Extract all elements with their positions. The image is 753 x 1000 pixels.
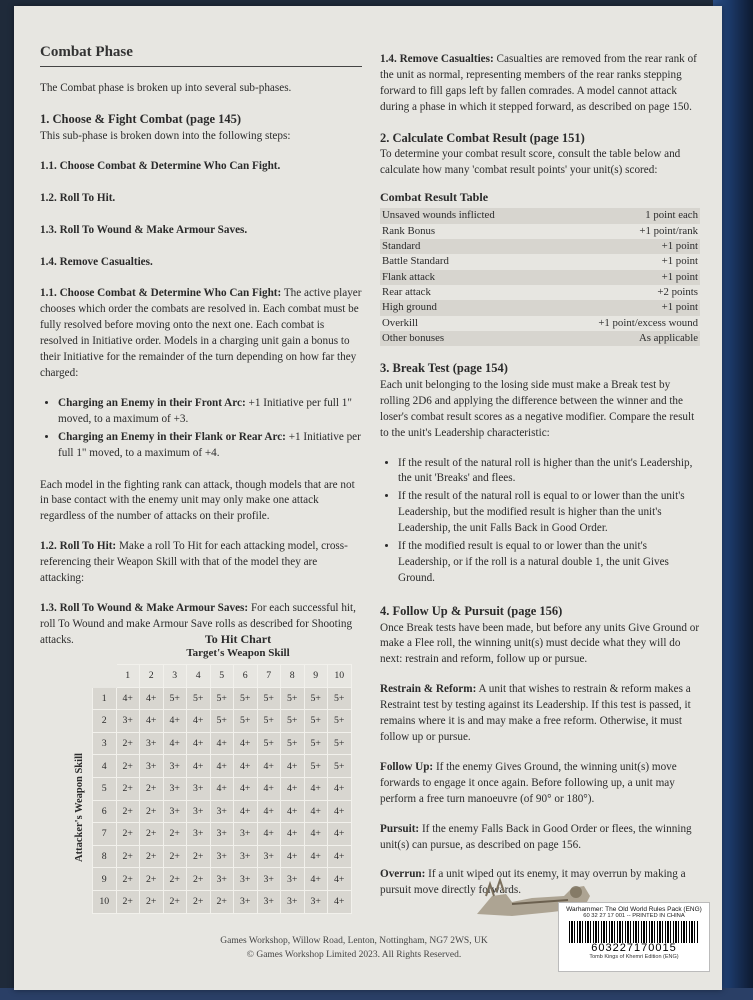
table-cell: 3+ (187, 823, 211, 846)
table-cell: 2+ (140, 845, 164, 868)
table-row (380, 316, 700, 331)
table-cell: 2+ (116, 823, 140, 846)
table-cell: 2+ (163, 845, 187, 868)
table-cell: 4+ (140, 710, 164, 733)
to-hit-chart (70, 632, 370, 908)
barcode-bars (569, 921, 699, 943)
table-cell: 2+ (163, 823, 187, 846)
table-cell: 3+ (257, 868, 281, 891)
table-corner (93, 665, 117, 688)
table-cell-value: +1 point (550, 270, 701, 285)
table-row (380, 285, 700, 300)
table-cell: 2+ (163, 890, 187, 913)
table-cell: 4+ (328, 777, 352, 800)
hit-table (92, 664, 352, 914)
table-cell: 2+ (116, 800, 140, 823)
table-cell: 3+ (140, 755, 164, 778)
table-cell-label: Other bonuses (380, 331, 550, 346)
intro-text: The Combat phase is broken up into several sub-phases. (40, 82, 292, 95)
table-cell-label: Rank Bonus (382, 224, 436, 237)
step-1-2: 1.2. Roll To Hit. (40, 191, 116, 204)
table-cell: 4+ (210, 755, 234, 778)
column-header: 10 (328, 665, 352, 688)
table-cell-value: +1 point (661, 255, 698, 268)
table-row (380, 208, 700, 223)
row-header: 6 (93, 800, 117, 823)
table-row (93, 800, 352, 823)
table-cell: 4+ (304, 800, 328, 823)
table-cell: 3+ (163, 755, 187, 778)
follow-up-text: Once Break tests have been made, but before any units Give Ground or make a Flee roll, the winning unit(s) must decide what they will do next: restrain and reform, follow up or pursue. (380, 621, 700, 666)
barcode-product-name: Warhammer: The Old World Rules Pack (ENG) (566, 906, 702, 913)
charge-bonus-list (40, 396, 362, 462)
table-cell: 5+ (234, 710, 258, 733)
table-cell: 4+ (210, 732, 234, 755)
table-cell: 3+ (257, 845, 281, 868)
table-cell: 2+ (140, 868, 164, 891)
table-row (93, 687, 352, 710)
table-cell: 3+ (163, 800, 187, 823)
table-row (93, 755, 352, 778)
table-cell: 5+ (281, 732, 305, 755)
table-row (93, 868, 352, 891)
table-row (93, 710, 352, 733)
table-cell: 4+ (163, 710, 187, 733)
barcode-edition: Tomb Kings of Khemri Edition (ENG) (589, 954, 679, 960)
table-cell: 3+ (304, 890, 328, 913)
table-cell: 3+ (210, 845, 234, 868)
table-cell: 4+ (140, 687, 164, 710)
table-cell: 2+ (116, 868, 140, 891)
row-header: 1 (93, 687, 117, 710)
table-cell: 2+ (187, 890, 211, 913)
table-cell: 4+ (281, 845, 305, 868)
list-item: • Charging an Enemy in their Front Arc: +1 Initiative per full 1" moved, to a maximum of +3. (58, 396, 362, 428)
heading-follow-up: 4. Follow Up & Pursuit (page 156) (380, 603, 563, 618)
para-remove-casualties: 1.4. Remove Casualties: Casualties are removed from the rear rank of the unit as normal, representing members of the rear ranks stepping forward to fill gaps left by fallen comrades. A model cannot attack during a phase in which it stepped forward, as described on page 150. (380, 53, 697, 113)
table-cell: 4+ (210, 777, 234, 800)
table-cell: 4+ (304, 823, 328, 846)
table-cell: 5+ (257, 732, 281, 755)
footer (204, 934, 504, 963)
table-cell: 4+ (234, 800, 258, 823)
table-cell: 3+ (140, 732, 164, 755)
table-cell: 4+ (234, 755, 258, 778)
table-cell-value: As applicable (550, 331, 701, 346)
row-header: 8 (93, 845, 117, 868)
table-row (380, 331, 700, 346)
footer-address: Games Workshop, Willow Road, Lenton, Nottingham, NG7 2WS, UK (220, 936, 488, 946)
column-header: 6 (234, 665, 258, 688)
column-header: 4 (187, 665, 211, 688)
chart-title: To Hit Chart (204, 632, 272, 646)
column-header: 1 (116, 665, 140, 688)
row-axis-label: Attacker's Weapon Skill (74, 753, 85, 863)
table-cell: 4+ (304, 868, 328, 891)
column-header: 8 (281, 665, 305, 688)
chart-subtitle: Target's Weapon Skill (186, 647, 290, 659)
table-cell-label: Flank attack (380, 270, 550, 285)
table-cell-value: +1 point/excess wound (598, 316, 698, 329)
list-item: • If the result of the natural roll is equal to or lower than the unit's Leadership, but the modified result is higher than the unit's Leadership, the unit Falls Back in Good Order. (398, 489, 700, 537)
table-cell: 4+ (187, 732, 211, 755)
para-follow-up: Follow Up: If the enemy Gives Ground, the winning unit(s) move forwards to engage it once again. Before following up, a unit may perform a free turn manoeuvre (of 90° or 180°). (380, 760, 677, 805)
table-cell: 2+ (116, 755, 140, 778)
row-header: 4 (93, 755, 117, 778)
table-cell: 2+ (187, 845, 211, 868)
table-cell: 5+ (328, 687, 352, 710)
table-cell: 2+ (116, 890, 140, 913)
table-cell: 5+ (328, 710, 352, 733)
table-cell-value: +2 points (657, 285, 698, 298)
step-1-4: 1.4. Remove Casualties. (40, 255, 153, 268)
row-header: 2 (93, 710, 117, 733)
table-cell: 3+ (187, 800, 211, 823)
table-row (93, 777, 352, 800)
footer-copyright: © Games Workshop Limited 2023. All Rights Reserved. (246, 950, 462, 961)
heading-break-test: 3. Break Test (page 154) (380, 361, 508, 376)
step-1-1: 1.1. Choose Combat & Determine Who Can Fight. (40, 159, 281, 172)
table-row (93, 732, 352, 755)
table-cell-label: High ground (380, 300, 550, 315)
table-cell: 5+ (304, 710, 328, 733)
combat-result-text: To determine your combat result score, consult the table below and calculate how many 'combat result points' your unit(s) scored: (380, 148, 681, 177)
barcode-number: 603227170015 (591, 942, 677, 954)
table-cell: 3+ (187, 777, 211, 800)
table-cell: 4+ (163, 732, 187, 755)
table-cell: 5+ (257, 710, 281, 733)
table-cell: 5+ (187, 687, 211, 710)
table-row (380, 270, 700, 285)
barcode-label (558, 902, 710, 972)
table-cell: 5+ (281, 710, 305, 733)
table-cell: 4+ (328, 800, 352, 823)
table-cell: 4+ (116, 687, 140, 710)
combat-result-table (380, 208, 700, 346)
table-cell: 4+ (281, 755, 305, 778)
left-column (40, 42, 362, 649)
table-cell: 5+ (304, 732, 328, 755)
table-cell: 4+ (328, 868, 352, 891)
list-item: • If the result of the natural roll is higher than the unit's Leadership, the unit 'Breaks' and flees. (398, 456, 700, 488)
table-row (93, 890, 352, 913)
table-cell: 5+ (281, 687, 305, 710)
table-cell: 2+ (140, 800, 164, 823)
table-cell: 4+ (304, 777, 328, 800)
para-restrain-reform: Restrain & Reform: A unit that wishes to restrain & reform makes a Restraint test by testing against its Leadership. If this test is passed, it remains where it is and may make a free reform. Otherwise, it must follow up or pursue. (380, 683, 691, 743)
table-cell: 4+ (257, 755, 281, 778)
table-cell: 3+ (234, 823, 258, 846)
table-cell: 5+ (304, 687, 328, 710)
table-cell: 3+ (281, 890, 305, 913)
table-cell: 3+ (281, 868, 305, 891)
page-title: Combat Phase (40, 42, 362, 67)
table-header-row (93, 665, 352, 688)
table-cell-label: Overkill (382, 316, 418, 329)
heading-choose-fight-sub: This sub-phase is broken down into the following steps: (40, 129, 291, 142)
table-cell: 5+ (304, 755, 328, 778)
table-row (380, 300, 700, 315)
table-cell-value: +1 point (550, 300, 701, 315)
table-cell: 3+ (116, 710, 140, 733)
table-cell: 4+ (257, 823, 281, 846)
table-cell: 5+ (234, 687, 258, 710)
table-cell: 3+ (234, 845, 258, 868)
combat-result-table-title: Combat Result Table (380, 190, 489, 205)
table-cell: 3+ (210, 868, 234, 891)
row-header: 10 (93, 890, 117, 913)
table-cell: 2+ (140, 777, 164, 800)
table-cell: 4+ (187, 710, 211, 733)
row-header: 7 (93, 823, 117, 846)
table-cell-label: Battle Standard (382, 255, 449, 268)
row-header: 9 (93, 868, 117, 891)
table-cell: 4+ (328, 890, 352, 913)
step-1-3: 1.3. Roll To Wound & Make Armour Saves. (40, 223, 248, 236)
table-cell: 4+ (234, 777, 258, 800)
break-test-text: Each unit belonging to the losing side must make a Break test by rolling 2D6 and applying the difference between the winner and the loser's combat result scores as a negative modifier. Compare the result to the unit's Leadership characteristic: (380, 378, 695, 439)
row-header: 5 (93, 777, 117, 800)
table-cell-value: 1 point each (550, 208, 701, 223)
table-cell: 3+ (234, 868, 258, 891)
para-roll-to-wound: 1.3. Roll To Wound & Make Armour Saves: For each successful hit, roll To Wound and make Armour Save rolls as described for Shooting attacks. (40, 601, 356, 646)
column-header: 2 (140, 665, 164, 688)
table-row (93, 823, 352, 846)
table-cell: 3+ (257, 890, 281, 913)
table-row (93, 845, 352, 868)
table-cell: 2+ (140, 890, 164, 913)
table-cell: 4+ (257, 800, 281, 823)
table-row (380, 254, 700, 269)
para-model-attacks: Each model in the fighting rank can attack, though models that are not in base contact with the enemy unit may only make one attack regardless of the number of attacks on their profile. (40, 478, 355, 523)
list-item: • If the modified result is equal to or lower than the unit's Leadership, or if the roll is a natural double 1, the unit Gives Ground. (398, 539, 700, 587)
table-cell: 4+ (281, 777, 305, 800)
break-test-list (380, 456, 700, 587)
para-choose-combat: 1.1. Choose Combat & Determine Who Can Fight: The active player chooses which order the combats are resolved in. Each combat must be fully resolved before moving onto the next one. Each combat is resolved in Initiative order. Models in a charging unit gain a bonus to their Initiative for the remainder of the turn depending on how far they charged: (40, 287, 362, 380)
table-cell: 4+ (257, 777, 281, 800)
table-cell: 2+ (163, 868, 187, 891)
table-cell: 4+ (328, 845, 352, 868)
table-cell: 5+ (328, 755, 352, 778)
table-cell: 5+ (210, 710, 234, 733)
table-cell: 2+ (210, 890, 234, 913)
column-header: 5 (210, 665, 234, 688)
table-cell: 4+ (187, 755, 211, 778)
para-roll-to-hit: 1.2. Roll To Hit: Make a roll To Hit for each attacking model, cross-referencing their Weapon Skill with that of the model they are attacking: (40, 540, 348, 585)
heading-choose-fight: 1. Choose & Fight Combat (page 145) (40, 112, 242, 127)
table-cell: 2+ (140, 823, 164, 846)
table-cell: 4+ (281, 823, 305, 846)
table-cell: 3+ (210, 800, 234, 823)
para-overrun: Overrun: If a unit wiped out its enemy, it may overrun by making a pursuit move directly forwards. (380, 868, 686, 897)
table-cell-label: Rear attack (382, 285, 431, 298)
table-cell: 5+ (210, 687, 234, 710)
column-header: 7 (257, 665, 281, 688)
table-cell: 2+ (187, 868, 211, 891)
table-cell: 5+ (328, 732, 352, 755)
table-row (380, 239, 700, 254)
table-cell: 4+ (328, 823, 352, 846)
table-cell-value: +1 point/rank (639, 224, 698, 237)
column-header: 9 (304, 665, 328, 688)
table-cell: 3+ (234, 890, 258, 913)
table-cell: 2+ (116, 777, 140, 800)
table-row (380, 224, 700, 239)
para-pursuit: Pursuit: If the enemy Falls Back in Good Order or flees, the winning unit(s) can pursue, as described on page 156. (380, 822, 692, 851)
table-cell: 4+ (281, 800, 305, 823)
table-cell: 5+ (163, 687, 187, 710)
table-cell: 2+ (116, 845, 140, 868)
table-cell: 4+ (234, 732, 258, 755)
list-item: • Charging an Enemy in their Flank or Rear Arc: +1 Initiative per full 1" moved, to a maximum of +4. (58, 430, 362, 462)
barcode-product-code: 60 32 27 17 001 -- PRINTED IN CHINA (583, 913, 685, 919)
table-cell-label: Unsaved wounds inflicted (380, 208, 550, 223)
row-header: 3 (93, 732, 117, 755)
heading-combat-result: 2. Calculate Combat Result (page 151) (380, 130, 585, 145)
table-cell: 5+ (257, 687, 281, 710)
table-cell: 4+ (304, 845, 328, 868)
rules-sheet (14, 6, 722, 990)
column-header: 3 (163, 665, 187, 688)
right-column (380, 52, 700, 899)
table-cell-label: Standard (380, 239, 550, 254)
table-cell: 3+ (210, 823, 234, 846)
table-cell: 3+ (163, 777, 187, 800)
table-cell: 2+ (116, 732, 140, 755)
table-cell-value: +1 point (550, 239, 701, 254)
